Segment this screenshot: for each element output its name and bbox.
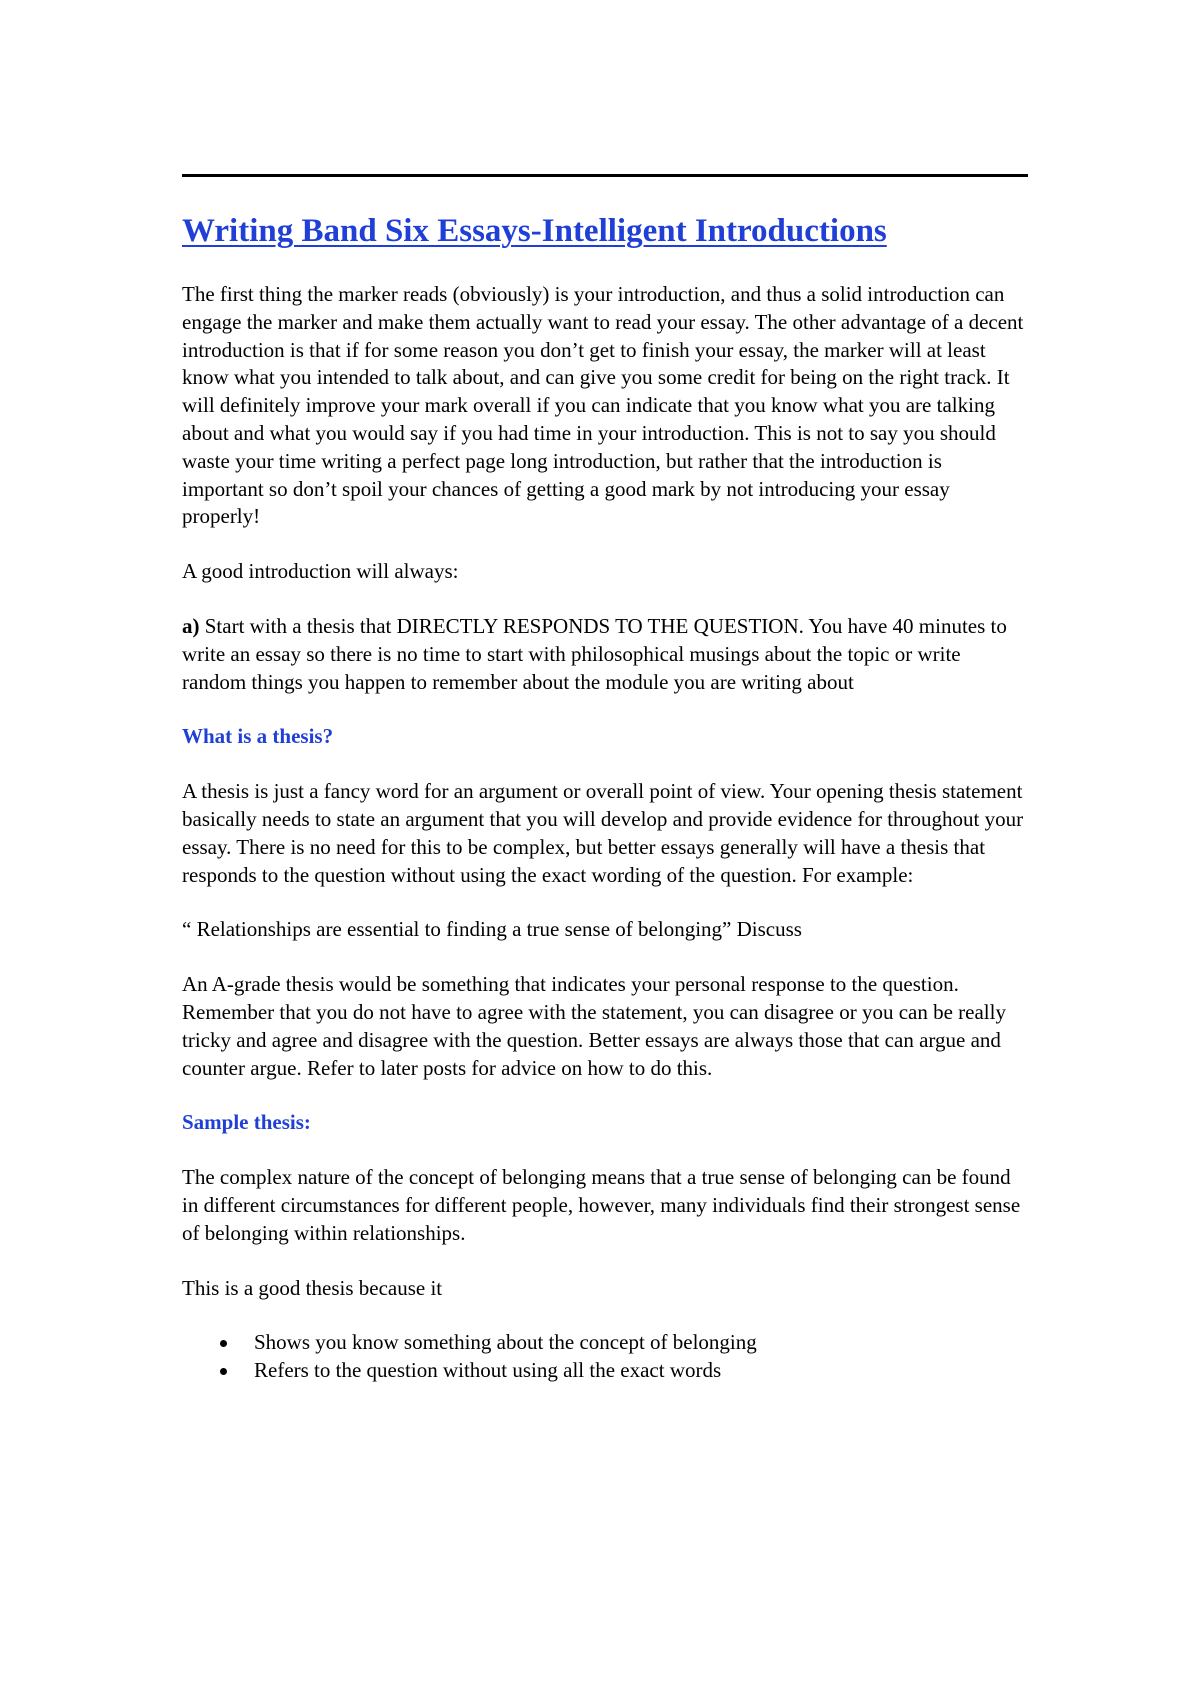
always-paragraph: A good introduction will always: [182, 559, 459, 584]
bullet-icon [220, 1368, 227, 1375]
point-a-paragraph [182, 613, 1028, 696]
bullet-icon [220, 1340, 227, 1347]
sample-thesis-heading: Sample thesis: [182, 1110, 311, 1135]
list-item-text: Shows you know something about the concept of belonging [254, 1330, 757, 1355]
a-grade-paragraph: An A-grade thesis would be something that indicates your personal response to the question. Remember that you do not have to agree with the statement, you can disagree or you can be really tricky and agree and disagree with the question. Better essays are always those that can argue and counter argue. Refer to later posts for advice on how to do this. [182, 972, 1006, 1080]
sample-thesis-paragraph: The complex nature of the concept of belonging means that a true sense of belonging can be found in different circumstances for different people, however, many individuals find their strongest sense of belonging within relationships. [182, 1165, 1021, 1245]
point-a-label: a) [182, 613, 200, 638]
good-because-paragraph: This is a good thesis because it [182, 1275, 443, 1300]
document-page [182, 174, 1028, 1385]
horizontal-rule [182, 174, 1028, 177]
what-is-thesis-heading: What is a thesis? [182, 724, 334, 749]
list-item-text: Refers to the question without using all the exact words [254, 1358, 722, 1383]
list-item [182, 1357, 1028, 1385]
reasons-list [182, 1329, 1028, 1385]
thesis-definition-paragraph: A thesis is just a fancy word for an argument or overall point of view. Your opening thesis statement basically needs to state an argument that you will develop and provide evidence for throughout your essay. There is no need for this to be complex, but better essays generally will have a thesis that responds to the question without using the exact wording of the question. For example: [182, 779, 1024, 887]
example-question: “ Relationships are essential to finding a true sense of belonging” Discuss [182, 917, 802, 942]
point-a-text: Start with a thesis that DIRECTLY RESPONDS TO THE QUESTION. You have 40 minutes to write an essay so there is no time to start with philosophical musings about the topic or write random things you happen to remember about the module you are writing about [182, 613, 1007, 694]
list-item [182, 1329, 1028, 1357]
intro-paragraph: The first thing the marker reads (obviously) is your introduction, and thus a solid introduction can engage the marker and make them actually want to read your essay. The other advantage of a decent introduction is that if for some reason you don’t get to finish your essay, the marker will at least know what you intended to talk about, and can give you some credit for being on the right track. It will definitely improve your mark overall if you can indicate that you know what you are talking about and what you would say if you had time in your introduction. This is not to say you should waste your time writing a perfect page long introduction, but rather that the introduction is important so don’t spoil your chances of getting a good mark by not introducing your essay properly! [182, 282, 1024, 529]
document-title-link[interactable]: Writing Band Six Essays-Intelligent Introductions [182, 213, 887, 249]
